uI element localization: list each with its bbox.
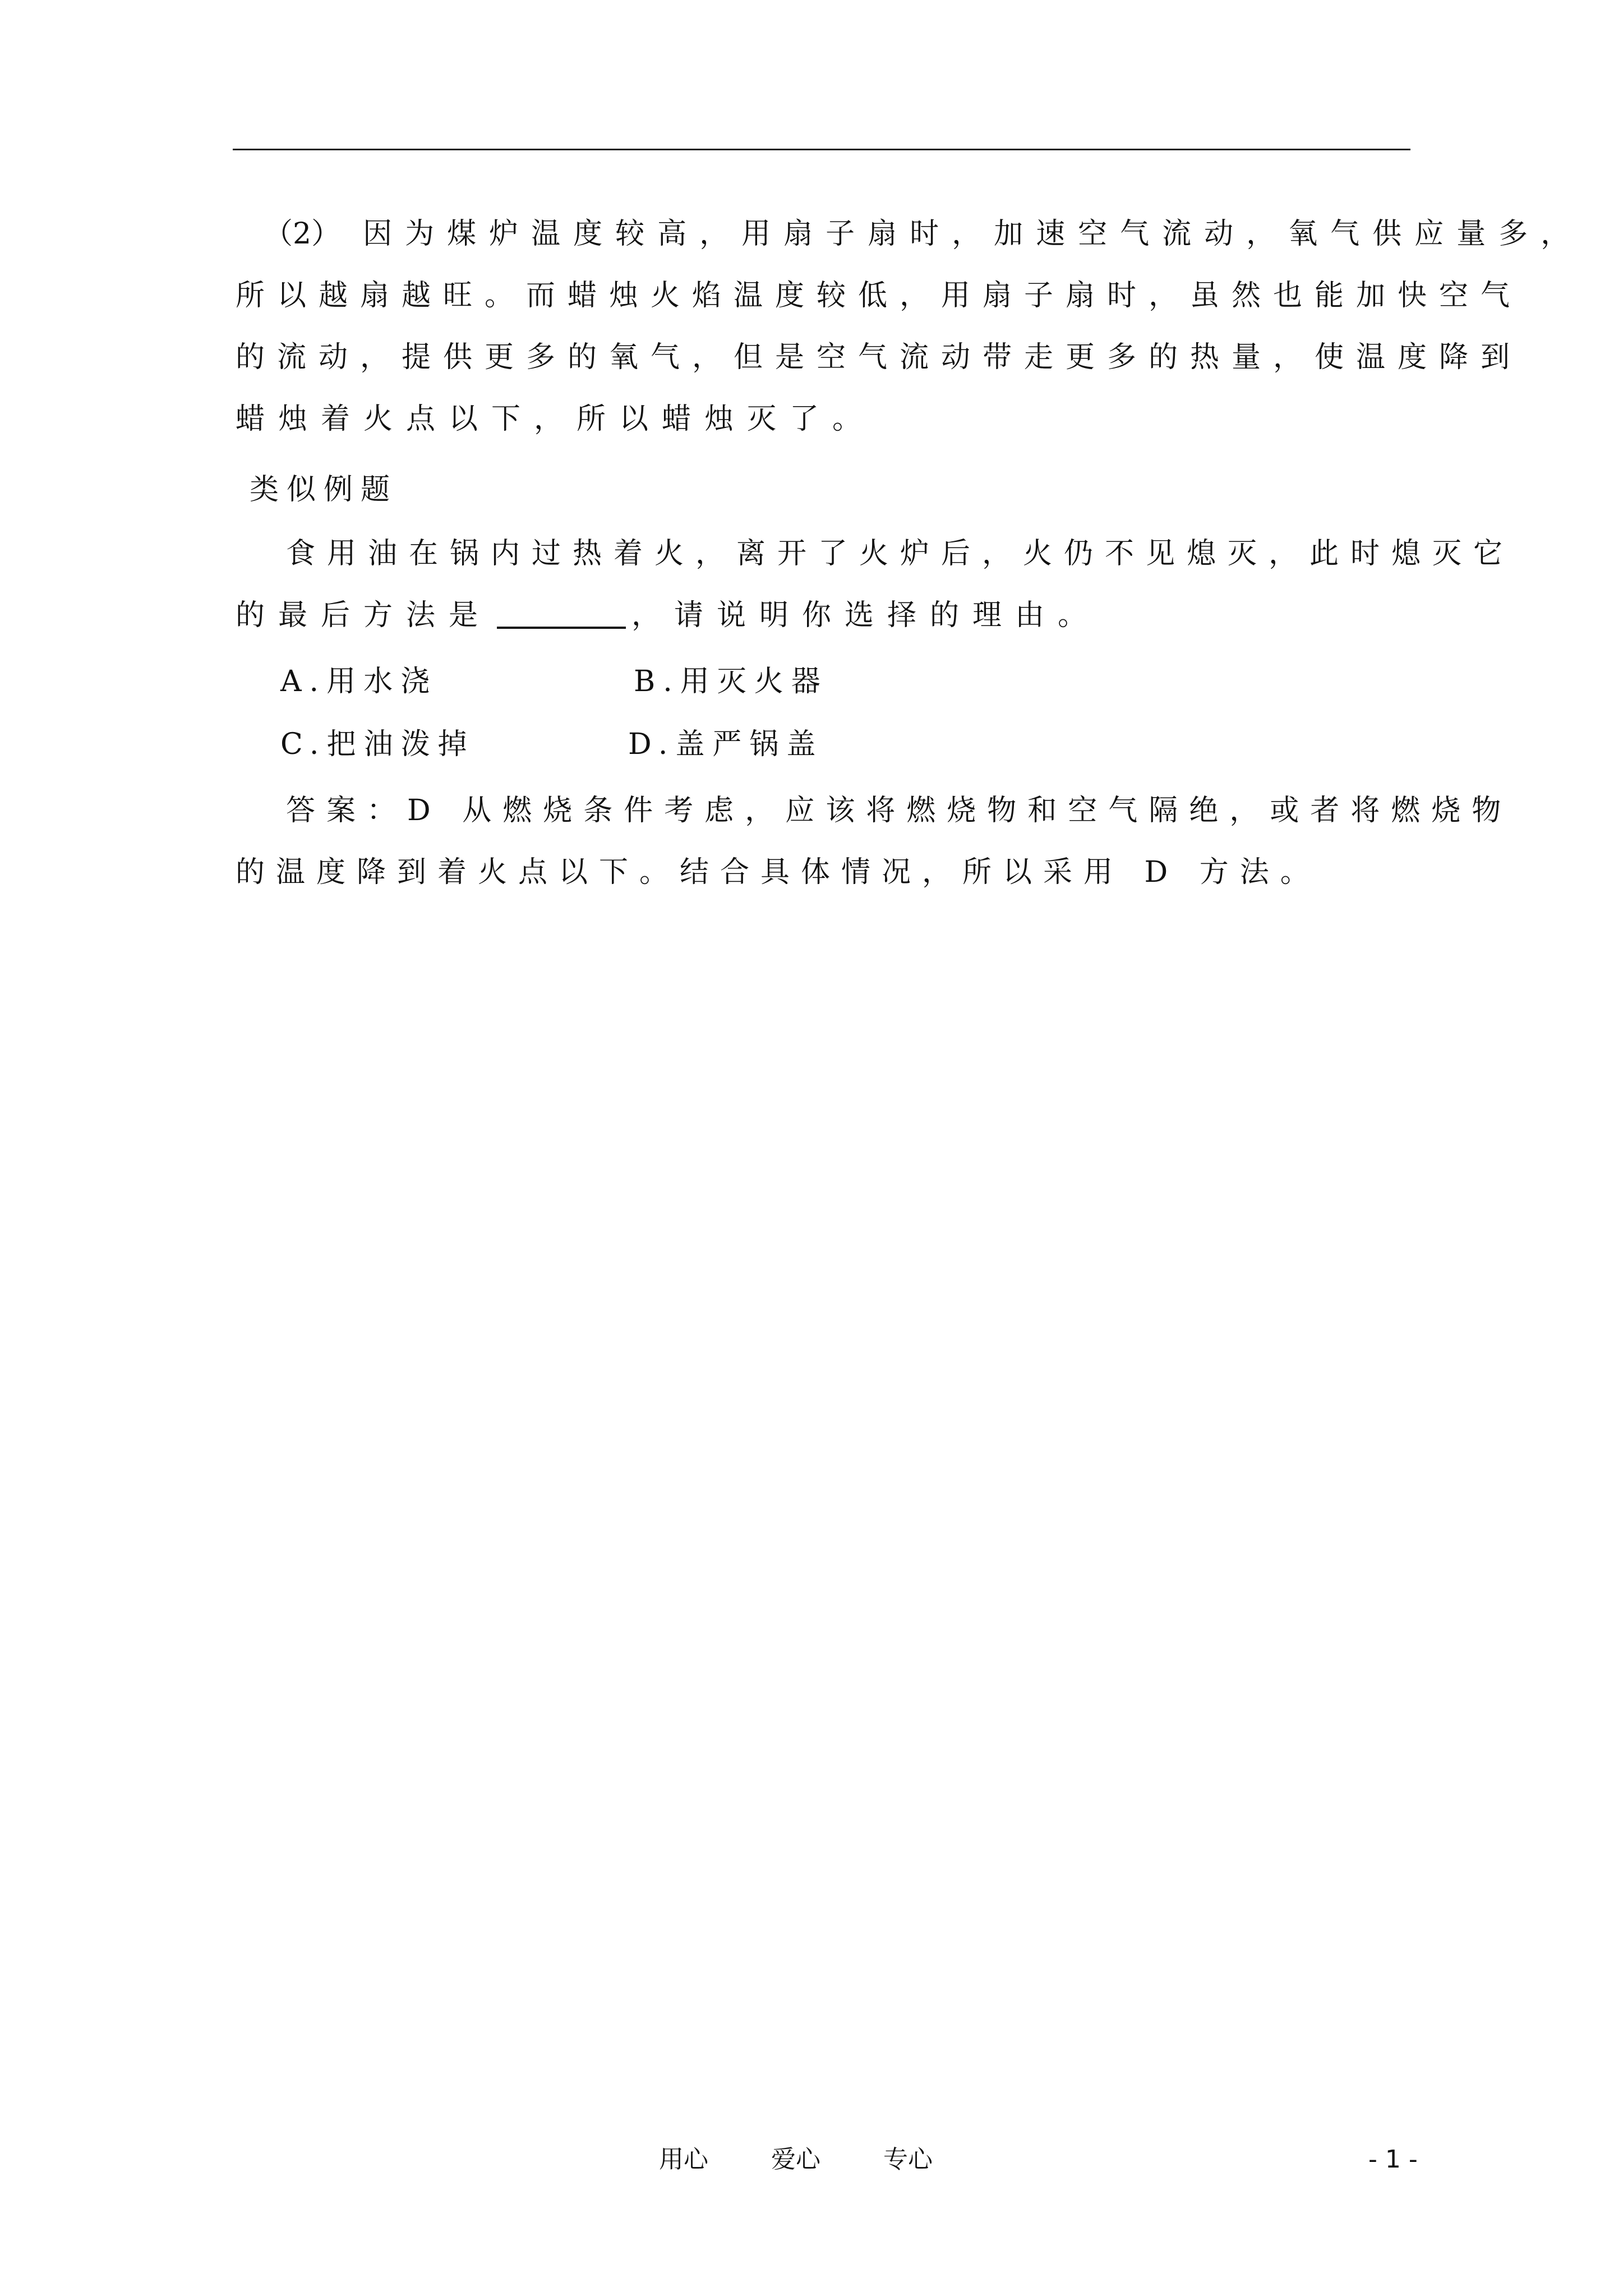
paragraph-2-line-3-text: 的流动，提供更多的氧气，但是空气流动带走更多的热量，使温度降到 xyxy=(236,341,1523,374)
footer-word-1: 用心 xyxy=(659,2145,708,2174)
answer-blank xyxy=(497,602,626,629)
paragraph-2-line-3 xyxy=(236,326,1523,388)
header-rule xyxy=(233,149,1410,150)
option-c: C.把油泼掉 xyxy=(280,728,475,761)
answer-line-2 xyxy=(236,841,1408,903)
paragraph-2-line-1-text: 因为煤炉温度较高，用扇子扇时，加速空气流动，氧气供应量多， xyxy=(363,217,1583,251)
footer-word-2: 爱心 xyxy=(771,2145,820,2174)
option-a: A.用水浇 xyxy=(280,665,438,698)
paragraph-2-line-4 xyxy=(236,388,1408,450)
option-d: D.盖严锅盖 xyxy=(628,728,824,761)
paragraph-2-line-2-text: 所以越扇越旺。而蜡烛火焰温度较低，用扇子扇时，虽然也能加快空气 xyxy=(236,279,1523,312)
question-line-2 xyxy=(236,585,1408,646)
paragraph-2-line-2 xyxy=(236,265,1523,326)
paragraph-2-line-1 xyxy=(264,203,1583,265)
paragraph-2-line-4-text: 蜡烛着火点以下，所以蜡烛灭了。 xyxy=(236,402,875,436)
paragraph-2-label: （2） xyxy=(264,217,341,251)
question-line-1 xyxy=(286,523,1515,585)
answer-line-1-text: 答案：D 从燃烧条件考虑，应该将燃烧物和空气隔绝，或者将燃烧物 xyxy=(286,794,1513,827)
page-number: - 1 - xyxy=(1368,2145,1418,2174)
question-line-1-text: 食用油在锅内过热着火，离开了火炉后，火仍不见熄灭，此时熄灭它 xyxy=(286,537,1515,570)
footer-word-3: 专心 xyxy=(883,2145,933,2174)
question-line-2-after: ，请说明你选择的理由。 xyxy=(631,599,1101,632)
option-b: B.用灭火器 xyxy=(634,665,828,698)
answer-line-2-text: 的温度降到着火点以下。结合具体情况，所以采用 D 方法。 xyxy=(236,855,1321,889)
answer-line-1 xyxy=(286,780,1513,841)
question-line-2-before: 的最后方法是 xyxy=(236,599,492,632)
similar-example-heading: 类似例题 xyxy=(250,473,398,507)
